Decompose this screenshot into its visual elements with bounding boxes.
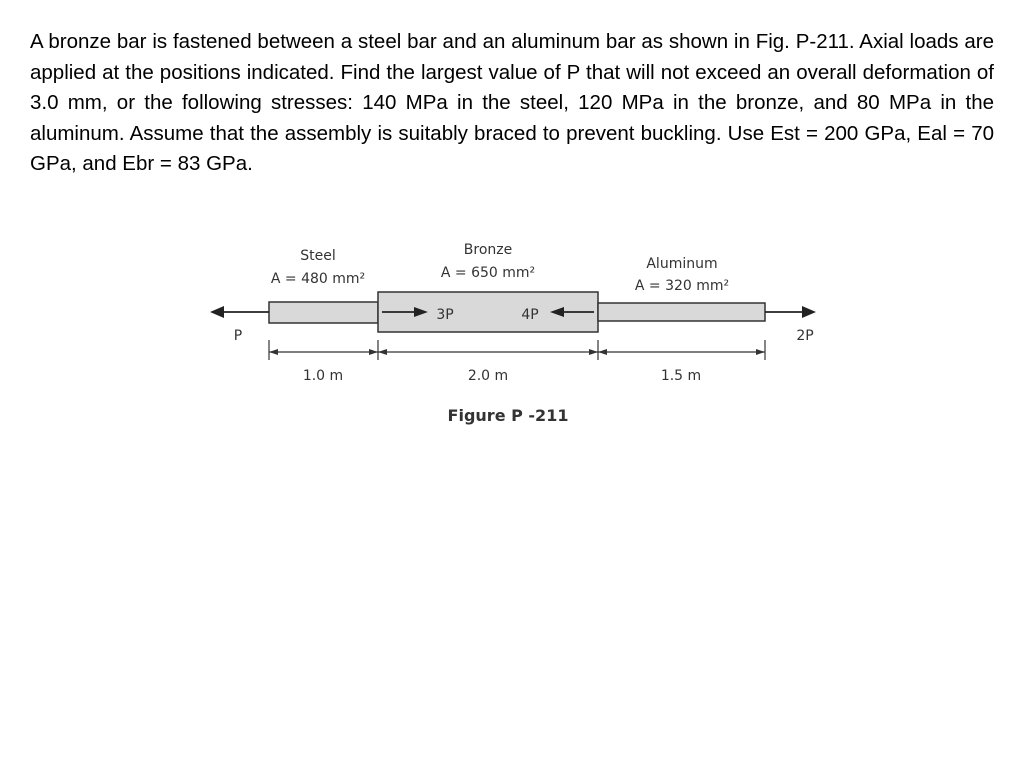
bronze-label: Bronze	[463, 242, 513, 258]
aluminum-label: Aluminum	[646, 256, 718, 272]
steel-length-label: 1.0 m	[302, 368, 344, 384]
aluminum-length-label: 1.5 m	[660, 368, 702, 384]
bar-assembly-diagram	[190, 228, 850, 438]
figure-caption: Figure P -211	[447, 406, 569, 425]
load-p-arrowhead	[210, 306, 224, 318]
steel-bar	[269, 302, 378, 323]
bronze-length-label: 2.0 m	[467, 368, 509, 384]
steel-area-label: A = 480 mm²	[270, 271, 366, 287]
load-3p-label: 3P	[436, 307, 454, 323]
load-4p-label: 4P	[521, 307, 539, 323]
aluminum-bar	[598, 303, 765, 321]
load-p-label: P	[233, 328, 243, 344]
steel-label: Steel	[300, 248, 336, 264]
bronze-area-label: A = 650 mm²	[440, 265, 536, 281]
aluminum-area-label: A = 320 mm²	[634, 278, 730, 294]
figure-p-211	[190, 228, 850, 438]
load-2p-label: 2P	[796, 328, 814, 344]
dimension-lines	[269, 340, 765, 360]
problem-statement: A bronze bar is fastened between a steel bar and an aluminum bar as shown in Fig. P-211. Axial loads are applied at the positions indicated. Find the largest value of P that will not exceed an overall deformation of 3.0 mm, or the following stresses: 140 MPa in the steel, 120 MPa in the bronze, and 80 MPa in the aluminum. Assume that the assembly is suitably braced to prevent buckling. Use Est = 200 GPa, Eal = 70 GPa, and Ebr = 83 GPa.	[30, 30, 994, 175]
load-2p-arrowhead	[802, 306, 816, 318]
